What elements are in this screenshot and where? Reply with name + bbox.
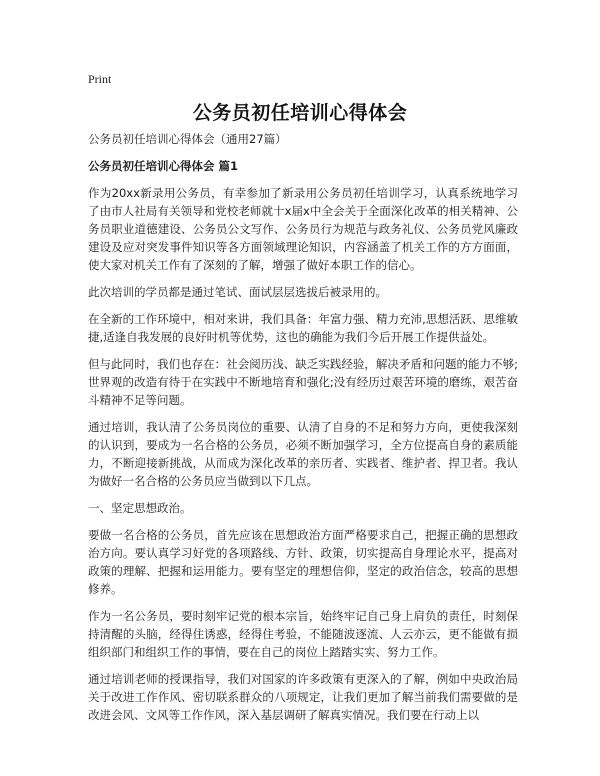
document-subtitle: 公务员初任培训心得体会（通用27篇）	[88, 132, 287, 146]
paragraph: 通过培训，我认清了公务员岗位的重要、认清了自身的不足和努力方向，更使我深刻的认识到，要成为一名合格的公务员，必须不断加强学习，全方位提高自身的素质能力，不断迎接新挑战，从而成为深化改革的亲历者、实践者、维护者、捍卫者。我认为做好一名合格的公务员应当做到以下几点。	[88, 420, 518, 488]
paragraph: 作为一名公务员，要时刻牢记党的根本宗旨，始终牢记自己身上肩负的责任，时刻保持清醒的头脑，经得住诱惑，经得住考验，不能随波逐流、人云亦云，更不能做有损组织部门和组织工作的事情，要在自己的岗位上踏踏实实、努力工作。	[88, 609, 518, 659]
print-link[interactable]: Print	[88, 72, 112, 86]
paragraph: 通过培训老师的授课指导，我们对国家的许多政策有更深入的了解，例如中央政治局关于改进工作作风、密切联系群众的八项规定，让我们更加了解当前我们需要做的是改进会风、文风等工作作风，深入基层调研了解真实情况。我们要在行动上以	[88, 672, 518, 722]
paragraph: 此次培训的学员都是通过笔试、面试层层选拔后被录用的。	[88, 285, 387, 299]
paragraph: 但与此同时，我们也存在：社会阅历浅、缺乏实践经验，解决矛盾和问题的能力不够;世界观的改造有待于在实践中不断地培育和强化;没有经历过艰苦环境的磨练，艰苦奋斗精神不足等问题。	[88, 357, 518, 407]
paragraph: 一、坚定思想政治。	[88, 501, 192, 515]
section-heading: 公务员初任培训心得体会 篇1	[88, 159, 239, 173]
paragraph: 要做一名合格的公务员，首先应该在思想政治方面严格要求自己，把握正确的思想政治方向。要认真学习好党的各项路线、方针、政策，切实提高自身理论水平，提高对政策的理解、把握和运用能力。要有坚定的理想信仰，坚定的政治信念，较高的思想修养。	[88, 528, 518, 596]
paragraph: 作为20xx新录用公务员，有幸参加了新录用公务员初任培训学习，认真系统地学习了由市人社局有关领导和党校老师就十x届x中全会关于全面深化改革的相关精神、公务员职业道德建设、公务员公文写作、公务员行为规范与政务礼仪、公务员党风廉政建设及应对突发事件知识等各方面领域理论知识，内容涵盖了机关工作的方方面面，使大家对机关工作有了深刻的了解，增强了做好本职工作的信心。	[88, 186, 518, 272]
document-title: 公务员初任培训心得体会	[192, 102, 408, 124]
document-body	[88, 130, 518, 733]
paragraph: 在全新的工作环境中，相对来讲，我们具备：年富力强、精力充沛,思想活跃、思维敏捷,适逢自我发展的良好时机等优势，这也的确能为我们今后开展工作提供益处。	[88, 312, 518, 344]
